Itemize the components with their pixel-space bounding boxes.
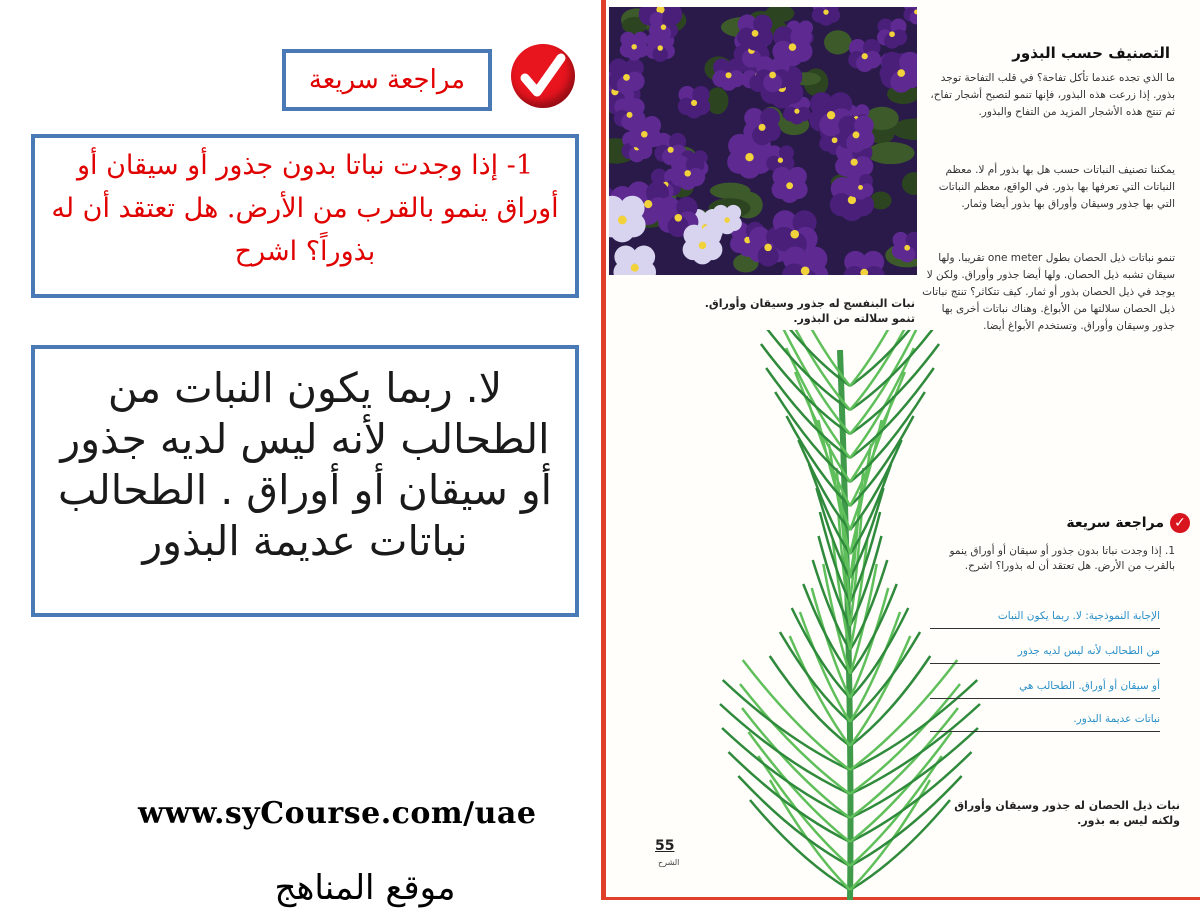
quick-review-text: مراجعة سريعة — [308, 65, 466, 95]
quick-review-heading — [1045, 513, 1190, 533]
question-box — [31, 134, 579, 298]
answer-line: نباتات عديمة البذور. — [930, 713, 1160, 732]
horsetail-branch — [728, 752, 850, 842]
pansy-flower — [627, 116, 662, 151]
page-number: 55 — [655, 838, 675, 854]
pansy-flower — [892, 232, 917, 263]
answer-line: أو سيقان أو أوراق. الطحالب هي — [930, 680, 1160, 699]
quick-review-heading-text: مراجعة سريعة — [1066, 515, 1164, 531]
paragraph-3: تنمو نباتات ذيل الحصان بطول one meter تقريبا. ولها سيقان تشبه ذيل الحصان. ولها أيضا جذور وأوراق. ولكن لا يوجد في ذيل الحصان بذور أو ثمار. كيف تتكاثر؟ تنتج نباتات ذيل الحصان سلالتها من الأبواغ. وهناك نباتات أخرى بها جذور وسيقان وأوراق. وتستخدم الأبواغ أيضا. — [922, 252, 1175, 332]
section-title: التصنيف حسب البذور — [1012, 44, 1170, 62]
pansy-flower — [848, 39, 881, 72]
pansy-flower — [609, 58, 645, 94]
horsetail-branch — [764, 330, 850, 386]
pansy-flower — [903, 7, 917, 24]
horsetail-caption: نبات ذيل الحصان له جذور وسيقان وأوراق ولكنه ليس به بذور. — [954, 799, 1180, 827]
answer-line: الإجابة النموذجية: لا. ربما يكون النبات — [930, 610, 1160, 629]
review-question-text: 1. إذا وجدت نباتا بدون جذور أو سيقان أو أوراق ينمو بالقرب من الأرض. هل تعتقد أن له بذورا؟ اشرح. — [949, 545, 1175, 572]
pansy-flower — [737, 15, 773, 51]
pansy-flower — [743, 108, 780, 145]
horsetail-branch — [743, 660, 850, 770]
pansy-flowers-photo — [609, 7, 917, 275]
pansy-flower — [649, 12, 678, 41]
quick-review-label — [282, 49, 492, 111]
page-label: الشرح — [658, 858, 680, 867]
pansy-flower — [670, 155, 705, 190]
answer-box — [31, 345, 579, 617]
paragraph-1: ما الذي تجده عندما تأكل تفاحة؟ في قلب التفاحة توجد بذور. إذا زرعت هذه البذور، فإنها تنمو لتصبح أشجار تفاح، ثم تنتج هذه الأشجار المزيد من التفاح والبذور. — [930, 72, 1175, 118]
website-name: موقع المناهج — [274, 868, 456, 908]
pansy-flower — [848, 174, 874, 200]
pansy-flower — [881, 52, 917, 93]
pansy-flower — [678, 86, 710, 118]
paragraph-2: يمكننا تصنيف النباتات حسب هل بها بذور أم لا. معظم النباتات التي تعرفها بها بذور. في الواقع، معظم النباتات التي بها جذور وسيقان وأوراق بها بذور أيضا وثمار. — [938, 164, 1175, 210]
pansy-flower — [609, 196, 646, 243]
horsetail-branch — [850, 368, 934, 458]
pansy-flower — [712, 58, 744, 90]
pansy-flower — [613, 246, 656, 275]
answer-line: من الطحالب لأنه ليس لديه جذور — [930, 645, 1160, 664]
horsetail-branch — [850, 330, 936, 386]
pansy-photo-caption: نبات البنفسج له جذور وسيقان وأوراق. تنمو سلالته من البذور. — [704, 297, 915, 325]
pansy-flower — [772, 167, 808, 203]
horsetail-branch — [850, 752, 972, 842]
pansy-flower — [620, 32, 649, 61]
check-icon: ✓ — [1170, 513, 1190, 533]
horsetail-branch — [766, 368, 850, 458]
pansy-flower — [683, 225, 723, 265]
check-icon — [511, 44, 575, 108]
pansy-flower — [843, 251, 885, 275]
pansy-flower — [838, 116, 875, 153]
pansy-flower — [812, 7, 840, 26]
pansy-flower — [877, 18, 907, 48]
question-text: 1- إذا وجدت نباتا بدون جذور أو سيقان أو أوراق ينمو بالقرب من الأرض. هل تعتقد أن له بذوراً؟ اشرح — [51, 150, 559, 267]
pansy-flower — [755, 56, 791, 92]
answer-text: لا. ربما يكون النبات من الطحالب لأنه ليس لديه جذور أو سيقان أو أوراق . الطحالب نباتات عديمة البذور — [57, 364, 553, 565]
website-url: www.syCourse.com/uae — [138, 796, 537, 831]
